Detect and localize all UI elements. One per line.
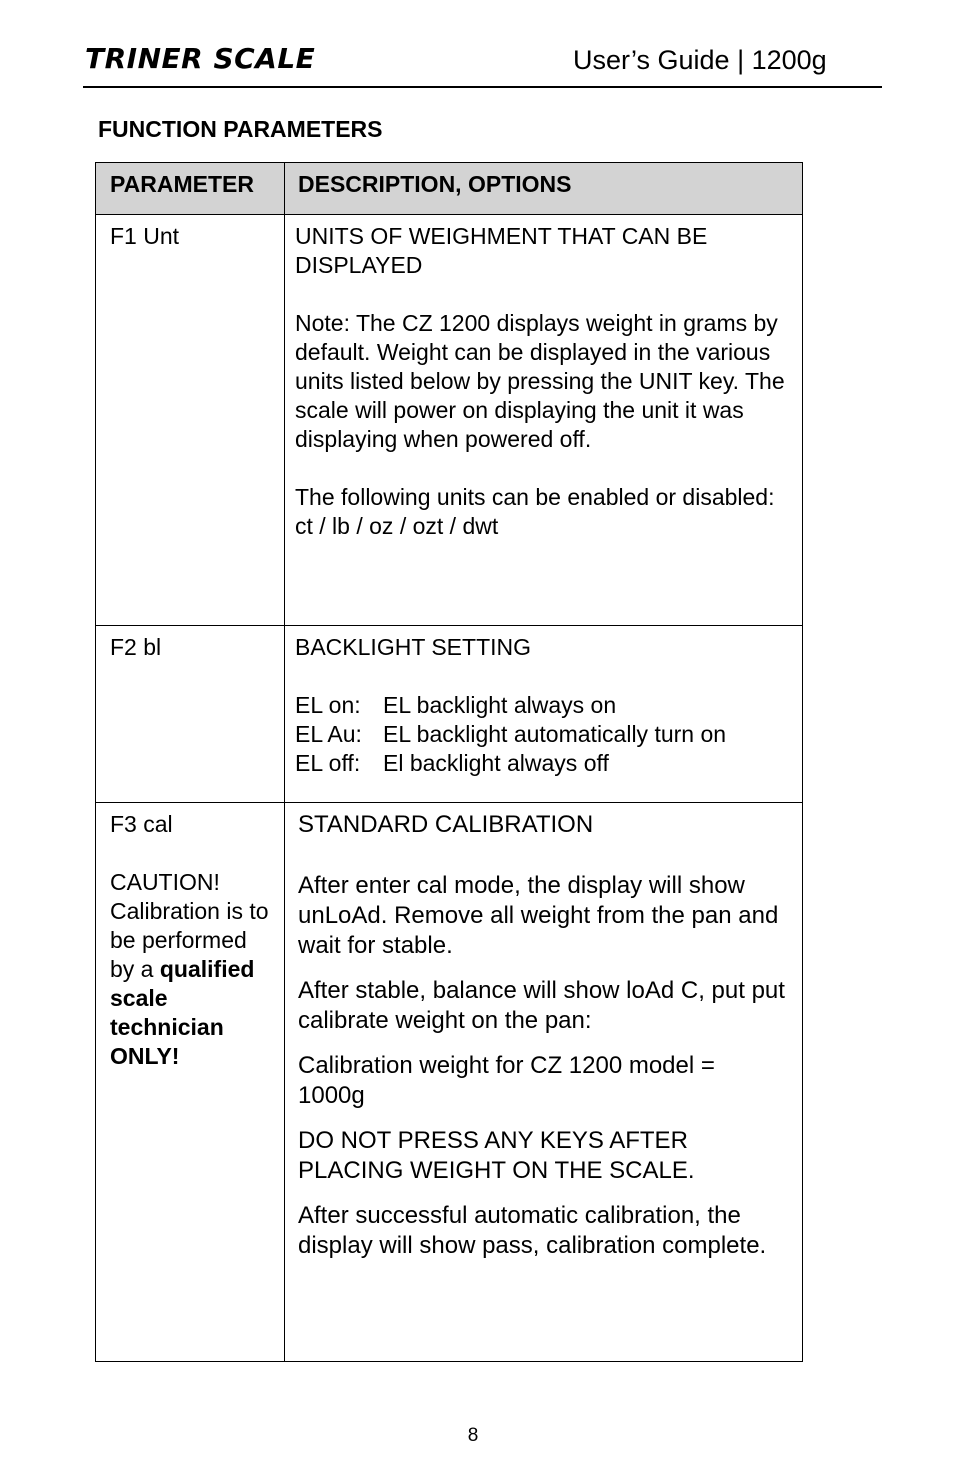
function-parameters-table	[95, 162, 803, 1362]
option-desc: EL backlight always on	[383, 692, 617, 718]
f3-paragraph: After enter cal mode, the display will show unLoAd. Remove all weight from the pan and wait for stable.	[298, 872, 779, 959]
f1-units: ct / lb / oz / ozt / dwt	[295, 513, 499, 539]
f1-enable-text: The following units can be enabled or disabled:	[295, 484, 775, 510]
table-header-row	[96, 163, 803, 215]
f2-title: BACKLIGHT SETTING	[295, 634, 532, 660]
header-parameter: PARAMETER	[96, 163, 285, 215]
table-row-f1	[96, 215, 803, 626]
page-header	[83, 40, 882, 88]
desc-f3	[285, 803, 803, 1362]
brand-logo: TRINER SCALE	[85, 42, 316, 75]
f3-paragraph: DO NOT PRESS ANY KEYS AFTER PLACING WEIGHT ON THE SCALE.	[298, 1127, 695, 1184]
f1-title: UNITS OF WEIGHMENT THAT CAN BE DISPLAYED	[295, 223, 708, 278]
desc-f2	[285, 626, 803, 803]
list-item	[295, 720, 788, 749]
f3-title: STANDARD CALIBRATION	[298, 811, 594, 838]
option-desc: EL backlight automatically turn on	[383, 721, 727, 747]
guide-title: User’s Guide | 1200g	[573, 45, 827, 75]
option-mode: EL Au:	[295, 721, 362, 747]
param-f1	[96, 215, 285, 626]
caution-note	[110, 868, 274, 1071]
param-f2-label: F2 bl	[110, 634, 162, 660]
param-f1-label: F1 Unt	[110, 223, 180, 249]
caution-bold: qualified scale technician ONLY!	[110, 956, 255, 1069]
table-row-f3	[96, 803, 803, 1362]
header-description: DESCRIPTION, OPTIONS	[285, 163, 803, 215]
option-mode: EL on:	[295, 692, 361, 718]
option-desc: El backlight always off	[383, 750, 609, 776]
page-number: 8	[467, 1425, 479, 1446]
list-item	[295, 691, 788, 720]
option-mode: EL off:	[295, 750, 361, 776]
f1-note: Note: The CZ 1200 displays weight in grams by default. Weight can be displayed in the various units listed below by pressing the UNIT key. The scale will power on displaying the unit it was displaying when powered off.	[295, 310, 785, 452]
f3-paragraph: Calibration weight for CZ 1200 model = 1000g	[298, 1052, 715, 1109]
f3-paragraph: After stable, balance will show loAd C, put put calibrate weight on the pan:	[298, 977, 785, 1034]
param-f2	[96, 626, 285, 803]
param-f3	[96, 803, 285, 1362]
desc-f1	[285, 215, 803, 626]
backlight-options	[295, 691, 788, 778]
caution-text: CAUTION! Calibration is to be performed by a	[110, 869, 269, 982]
table-row-f2	[96, 626, 803, 803]
param-f3-label: F3 cal	[110, 811, 173, 837]
section-title: FUNCTION PARAMETERS	[98, 116, 383, 142]
f3-paragraph: After successful automatic calibration, the display will show pass, calibration complete.	[298, 1202, 767, 1259]
list-item	[295, 749, 788, 778]
